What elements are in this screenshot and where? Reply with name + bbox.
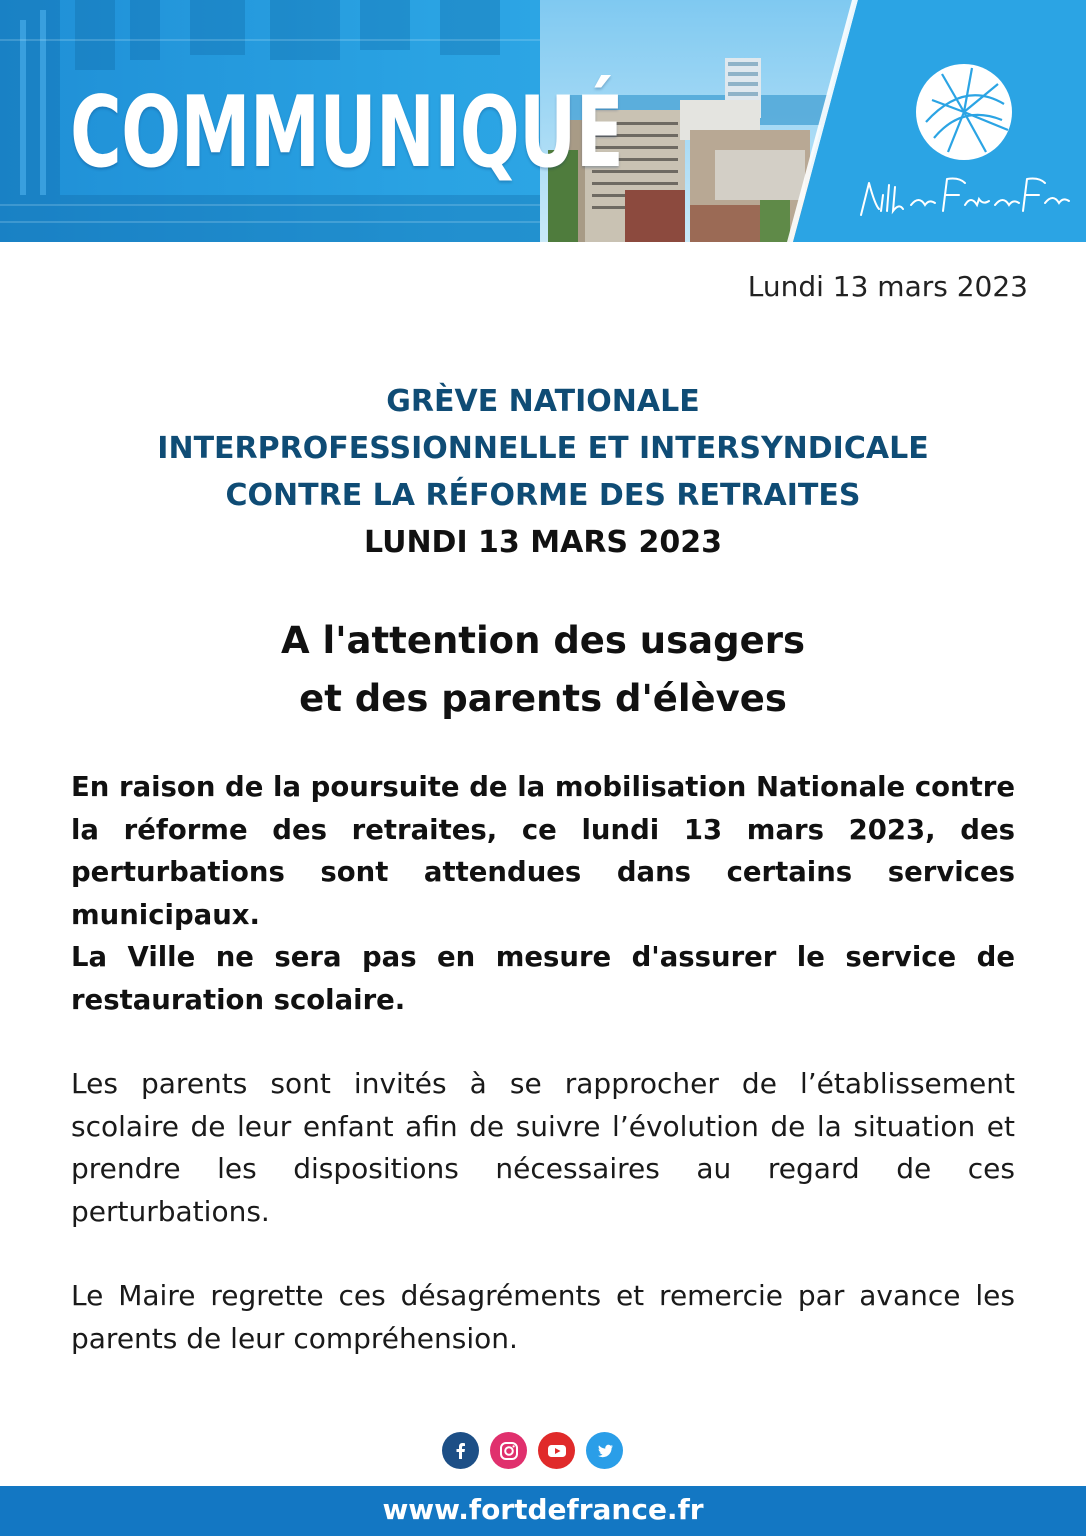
facebook-icon[interactable] [442, 1432, 479, 1469]
attention-line-1: A l'attention des usagers [281, 619, 805, 662]
headline-line-1: GRÈVE NATIONALE [386, 384, 700, 419]
announcement-text-1: En raison de la poursuite de la mobilisation Nationale contre la réforme des retraites, ce lundi 13 mars 2023, des perturbations sont attendues dans certains services municipaux. [71, 771, 1015, 931]
announcement-bold-paragraph [71, 766, 1015, 1021]
instagram-icon[interactable] [490, 1432, 527, 1469]
header-banner [0, 0, 1086, 242]
communique-title: COMMUNIQUÉ [70, 76, 624, 190]
announcement-text-2: La Ville ne sera pas en mesure d'assurer le service de restauration scolaire. [71, 941, 1015, 1016]
youtube-icon[interactable] [538, 1432, 575, 1469]
twitter-icon[interactable] [586, 1432, 623, 1469]
publication-date: Lundi 13 mars 2023 [747, 270, 1028, 303]
mayor-paragraph: Le Maire regrette ces désagréments et remercie par avance les parents de leur compréhension. [71, 1279, 1015, 1355]
social-links [442, 1432, 623, 1469]
footer-bar [0, 1486, 1086, 1536]
city-signature [855, 165, 1075, 225]
attention-heading [0, 612, 1086, 728]
headline-line-2: INTERPROFESSIONNELLE ET INTERSYNDICALE [157, 431, 929, 466]
website-link[interactable]: www.fortdefrance.fr [382, 1493, 704, 1526]
headline [0, 378, 1086, 566]
city-logo-icon [912, 60, 1016, 164]
attention-line-2: et des parents d'élèves [299, 677, 787, 720]
headline-line-4: LUNDI 13 MARS 2023 [364, 525, 722, 560]
parents-paragraph: Les parents sont invités à se rapprocher de l’établissement scolaire de leur enfant afin de suivre l’évolution de la situation et prendre les dispositions nécessaires au regard de ces perturbations. [71, 1067, 1015, 1228]
headline-line-3: CONTRE LA RÉFORME DES RETRAITES [225, 478, 861, 513]
